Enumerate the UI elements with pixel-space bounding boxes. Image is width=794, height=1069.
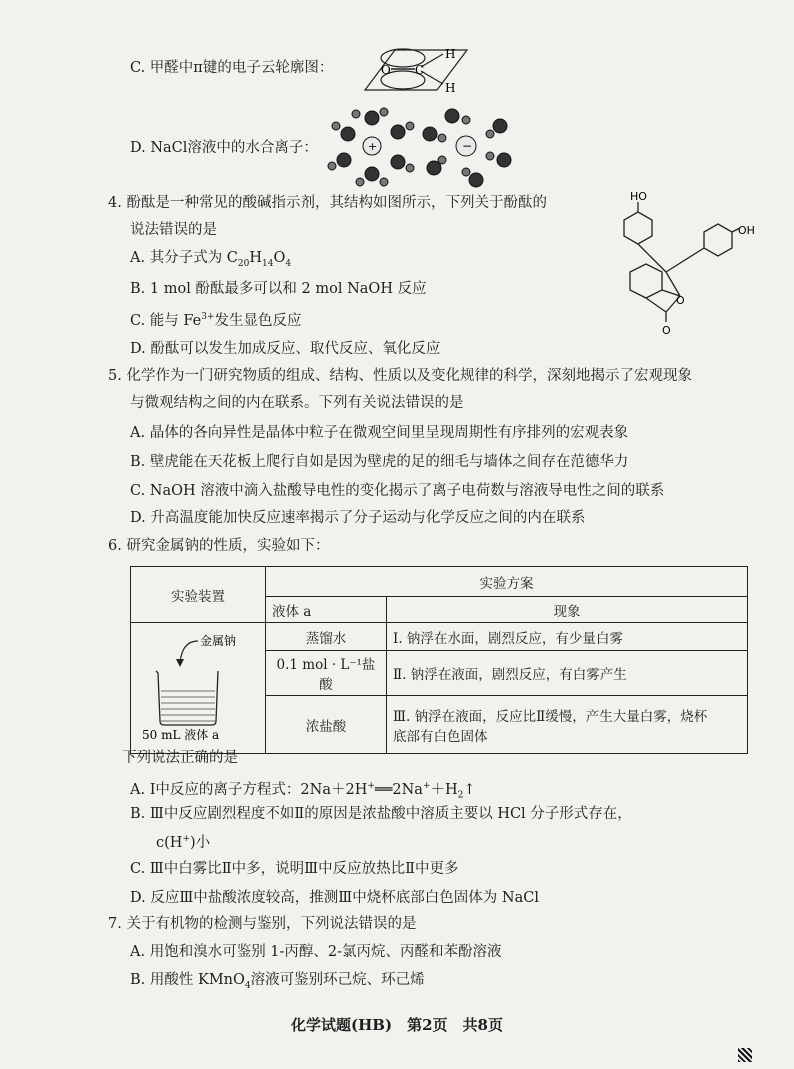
q6-option-c: C. Ⅲ中白雾比Ⅱ中多，说明Ⅲ中反应放热比Ⅱ中更多 bbox=[130, 861, 459, 877]
carbonyl-oxygen-label: O bbox=[662, 324, 671, 337]
q5-option-b: B. 壁虎能在天花板上爬行自如是因为壁虎的足的细毛与墙体之间存在范德华力 bbox=[130, 454, 629, 470]
row3-phenomenon-cell bbox=[387, 696, 748, 754]
header-device: 实验装置 bbox=[131, 567, 266, 623]
sodium-label: 金属钠 bbox=[200, 634, 237, 648]
beaker-figure bbox=[138, 631, 258, 741]
plus-sign: + bbox=[368, 140, 378, 153]
row1-phenomenon: Ⅰ. 钠浮在水面，剧烈反应，有少量白雾 bbox=[387, 623, 748, 651]
ring-oxygen-label: O bbox=[676, 294, 685, 307]
q7-option-b: B. 用酸性 KMnO$_4$溶液可鉴别环己烷、环己烯 bbox=[130, 972, 425, 991]
q4-stem-line1: 4. 酚酞是一种常见的酸碱指示剂，其结构如图所示，下列关于酚酞的 bbox=[108, 195, 547, 211]
beaker-caption: 50 mL 液体 a bbox=[142, 728, 220, 741]
q5-stem-line2: 与微观结构之间的内在联系。下列有关说法错误的是 bbox=[130, 395, 464, 411]
q4-stem-line2: 说法错误的是 bbox=[130, 222, 217, 238]
row2-liquid: 0.1 mol · L⁻¹盐酸 bbox=[266, 651, 387, 696]
q5-option-a: A. 晶体的各向异性是晶体中粒子在微观空间里呈现周期性有序排列的宏观表象 bbox=[130, 425, 629, 441]
q5-option-c: C. NaOH 溶液中滴入盐酸导电性的变化揭示了离子电荷数与溶液导电性之间的联系 bbox=[130, 483, 665, 499]
q3-option-c: C. 甲醛中π键的电子云轮廓图： bbox=[130, 60, 334, 76]
qr-code-icon bbox=[738, 1048, 752, 1062]
row2-phenomenon: Ⅱ. 钠浮在液面，剧烈反应，有白雾产生 bbox=[387, 651, 748, 696]
header-plan: 实验方案 bbox=[266, 567, 748, 597]
h-atom-label-top: H bbox=[445, 47, 456, 61]
hydroxyl-label-right: OH bbox=[738, 224, 755, 237]
q7-stem: 7. 关于有机物的检测与鉴别，下列说法错误的是 bbox=[108, 916, 417, 932]
page-footer: 化学试题(HB) 第2页 共8页 bbox=[291, 1016, 503, 1034]
q4-option-c: C. 能与 $Fe^{3+}$发生显色反应 bbox=[130, 312, 302, 329]
q3-option-d: D. NaCl溶液中的水合离子： bbox=[130, 140, 318, 156]
q4-option-b: B. 1 mol 酚酞最多可以和 2 mol NaOH 反应 bbox=[130, 281, 427, 297]
hydrated-ions-figure bbox=[326, 104, 526, 188]
h-atom-label-bottom: H bbox=[445, 81, 456, 95]
row3-phenomenon-line2: 底部有白色固体 bbox=[393, 728, 488, 745]
q6-ask: 下列说法正确的是 bbox=[122, 750, 238, 766]
header-liquid: 液体 a bbox=[266, 597, 387, 623]
row3-liquid: 浓盐酸 bbox=[266, 696, 387, 754]
q6-option-d: D. 反应Ⅲ中盐酸浓度较高，推测Ⅲ中烧杯底部白色固体为 NaCl bbox=[130, 890, 539, 906]
q7-option-a: A. 用饱和溴水可鉴别 1-丙醇、2-氯丙烷、丙醛和苯酚溶液 bbox=[130, 944, 502, 960]
hydroxyl-label-top: HO bbox=[630, 190, 647, 203]
q6-option-a: A. Ⅰ中反应的离子方程式：$2Na+2H^+══2Na^++H_2↑$ bbox=[130, 781, 476, 801]
row1-liquid: 蒸馏水 bbox=[266, 623, 387, 651]
phenolphthalein-structure bbox=[610, 188, 760, 338]
q6-option-b-line2: c(H+)小 bbox=[156, 834, 211, 851]
c-atom-label: C bbox=[415, 63, 425, 77]
q5-stem-line1: 5. 化学作为一门研究物质的组成、结构、性质以及变化规律的科学，深刻地揭示了宏观现象 bbox=[108, 368, 692, 384]
experiment-table bbox=[130, 566, 748, 754]
o-atom-label: O bbox=[381, 63, 391, 77]
q6-option-b-line1: B. Ⅲ中反应剧烈程度不如Ⅱ的原因是浓盐酸中溶质主要以 HCl 分子形式存在， bbox=[130, 806, 632, 822]
header-phenomenon: 现象 bbox=[387, 597, 748, 623]
minus-sign: − bbox=[462, 139, 473, 153]
q4-option-a: A. 其分子式为 $C_{20}H_{14}O_4$ bbox=[130, 250, 292, 269]
pi-bond-orbital-figure bbox=[355, 38, 475, 100]
device-cell bbox=[131, 623, 266, 754]
row3-phenomenon-line1: Ⅲ. 钠浮在液面，反应比Ⅱ缓慢，产生大量白雾，烧杯 bbox=[393, 708, 708, 725]
q6-stem: 6. 研究金属钠的性质，实验如下： bbox=[108, 538, 330, 554]
q4-option-d: D. 酚酞可以发生加成反应、取代反应、氧化反应 bbox=[130, 341, 441, 357]
q5-option-d: D. 升高温度能加快反应速率揭示了分子运动与化学反应之间的内在联系 bbox=[130, 510, 586, 526]
